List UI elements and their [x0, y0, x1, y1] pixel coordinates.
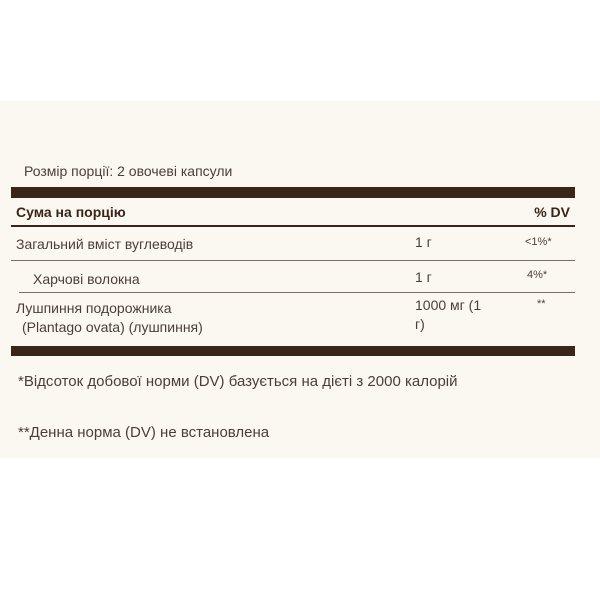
amount-per-serving-header: Сума на порцію [16, 204, 126, 220]
row-total-carbohydrates-amount: 1 г [415, 234, 432, 250]
footnote-dv-not-established: **Денна норма (DV) не встановлена [18, 424, 270, 441]
row-total-carbohydrates-name: Загальний вміст вуглеводів [16, 236, 194, 252]
row-total-carbohydrates-dv: <1%* [525, 236, 552, 248]
row-psyllium-husk-amount-line2: г) [415, 316, 425, 332]
table-bottom-bar [11, 346, 575, 356]
header-divider [11, 225, 575, 227]
row-dietary-fiber-dv: 4%* [527, 269, 548, 281]
row-psyllium-husk-amount [415, 296, 481, 334]
row-divider [11, 260, 575, 261]
row-psyllium-husk-amount-line1: 1000 мг (1 [415, 297, 482, 313]
serving-size: Розмір порції: 2 овочеві капсули [24, 163, 233, 179]
row-psyllium-husk-name-line1: Лушпиння подорожника [16, 300, 172, 316]
row-dietary-fiber-amount: 1 г [415, 269, 432, 285]
supplement-facts-table [11, 187, 575, 357]
footnote-daily-value-basis: *Відсоток добової норми (DV) базується на дієті з 2000 калорій [18, 373, 458, 390]
row-psyllium-husk-dv: ** [537, 298, 546, 310]
row-dietary-fiber-name: Харчові волокна [33, 271, 140, 287]
row-psyllium-husk-name [16, 299, 203, 337]
row-divider [19, 292, 575, 293]
table-top-bar [11, 187, 575, 198]
row-psyllium-husk-name-line2: (Plantago ovata) (лушпиння) [22, 319, 203, 335]
daily-value-header: % DV [534, 204, 570, 220]
